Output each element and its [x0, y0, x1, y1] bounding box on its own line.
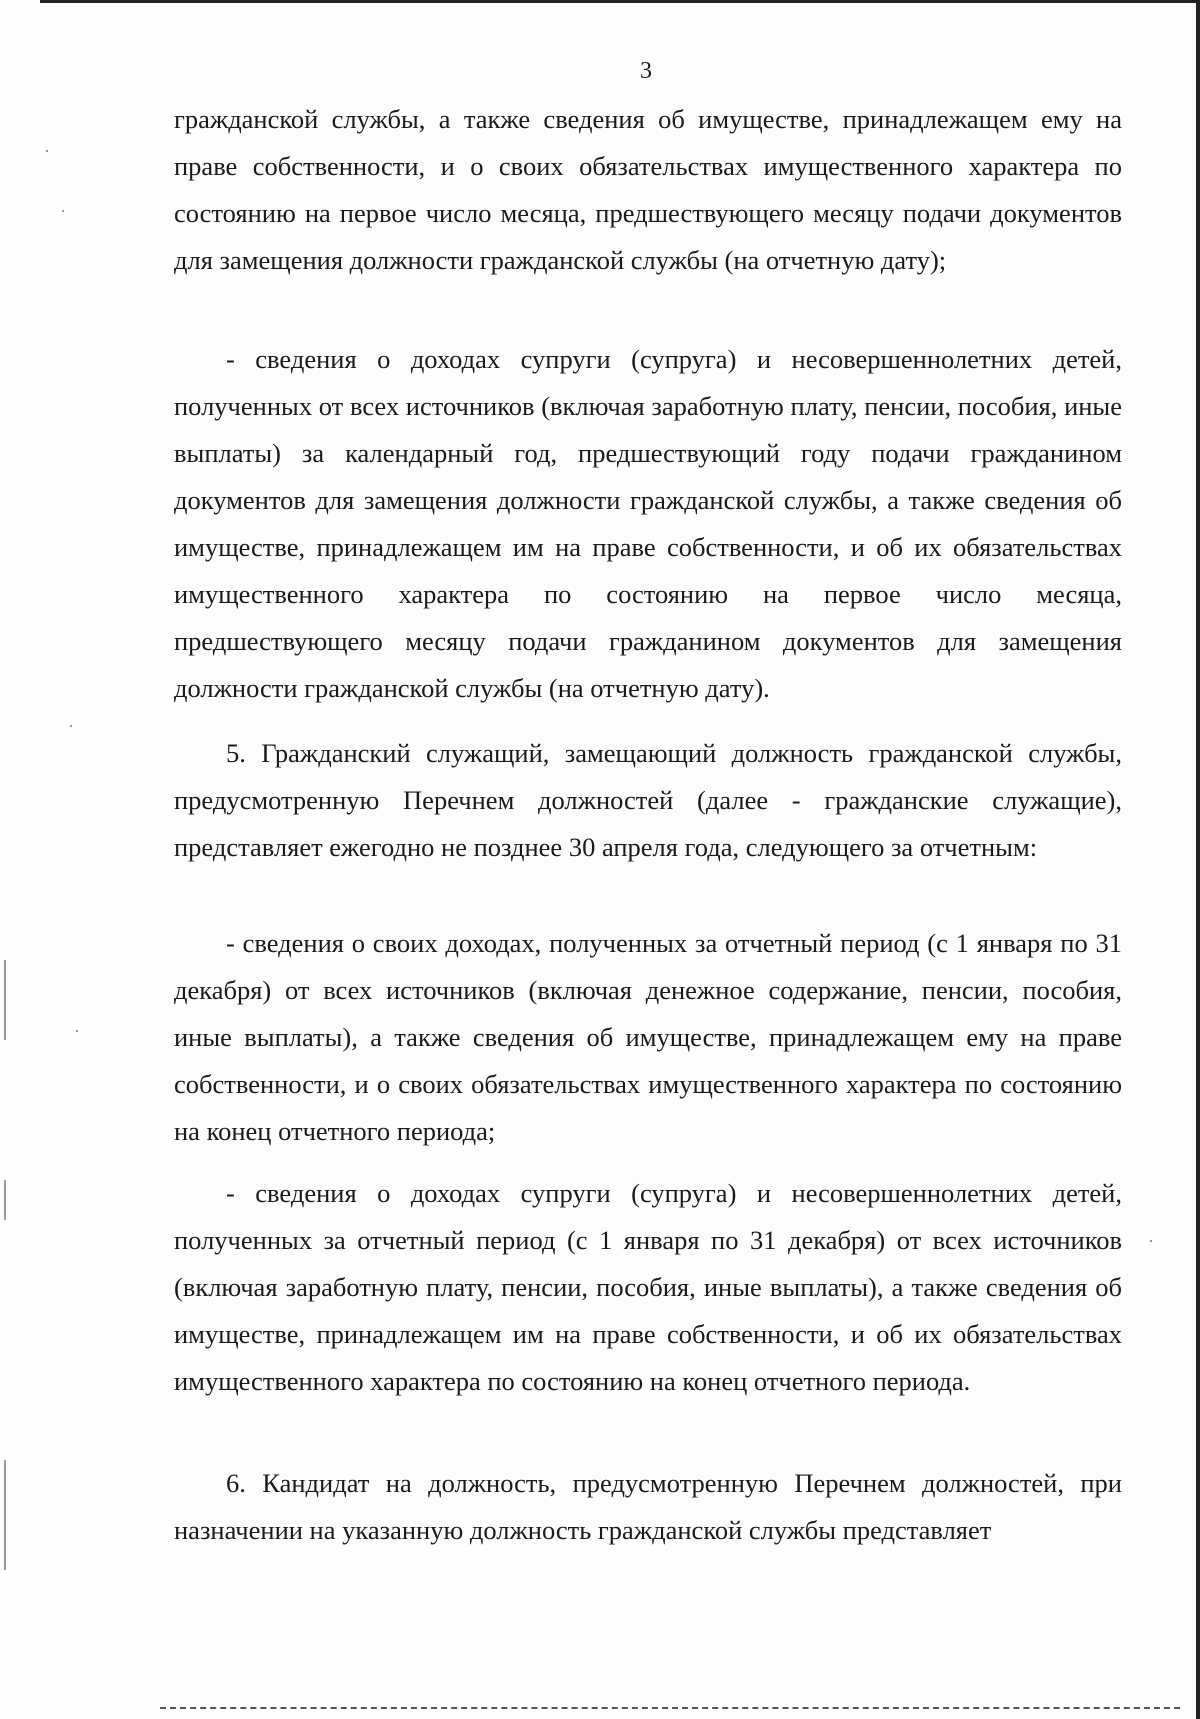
scan-top-border	[40, 0, 1200, 3]
text-block-3	[174, 730, 1122, 871]
text-block-1	[174, 96, 1122, 284]
text-block-2	[174, 336, 1122, 712]
scan-speck	[1150, 1240, 1152, 1242]
page-number: 3	[640, 58, 652, 84]
scan-speck	[70, 725, 72, 727]
scan-left-mark	[4, 1460, 6, 1570]
paragraph-spouse-income-servant: - сведения о доходах супруги (супруга) и несовершеннолетних детей, полученных за отчетный период (с 1 января по 31 декабря) от всех источников (включая заработную плату, пенсии, пособия, иные выплаты), а также сведения об имуществе, принадлежащем им на праве собственности, и об их обязательствах имущественного характера по состоянию на конец отчетного периода.	[174, 1178, 1122, 1396]
scan-left-mark	[4, 960, 6, 1040]
scan-left-mark	[4, 1180, 6, 1220]
scan-bottom-border	[160, 1707, 1180, 1709]
scan-speck	[62, 210, 64, 212]
text-block-5	[174, 1170, 1122, 1405]
paragraph-spouse-income-applicant: - сведения о доходах супруги (супруга) и несовершеннолетних детей, полученных от всех источников (включая заработную плату, пенсии, пособия, иные выплаты) за календарный год, предшествующий году подачи гражданином документов для замещения должности гражданской службы, а также сведения об имуществе, принадлежащем им на праве собственности, и об их обязательствах имущественного характера по состоянию на первое число месяца, предшествующего месяцу подачи гражданином документов для замещения должности гражданской службы (на отчетную дату).	[174, 344, 1122, 703]
paragraph-continuation: гражданской службы, а также сведения об имуществе, принадлежащем ему на праве собственности, и о своих обязательствах имущественного характера по состоянию на первое число месяца, предшествующего месяцу подачи документов для замещения должности гражданской службы (на отчетную дату);	[174, 104, 1122, 275]
scan-speck	[46, 150, 48, 152]
text-block-6	[174, 1460, 1122, 1554]
scan-speck	[76, 1030, 78, 1032]
paragraph-own-income: - сведения о своих доходах, полученных за отчетный период (с 1 января по 31 декабря) от всех источников (включая денежное содержание, пенсии, пособия, иные выплаты), а также сведения об имуществе, принадлежащем ему на праве собственности, и о своих обязательствах имущественного характера по состоянию на конец отчетного периода;	[174, 928, 1122, 1146]
scan-right-border	[1196, 0, 1200, 1719]
text-block-4	[174, 920, 1122, 1155]
paragraph-item-5: 5. Гражданский служащий, замещающий должность гражданской службы, предусмотренную Перечнем должностей (далее - гражданские служащие), представляет ежегодно не позднее 30 апреля года, следующего за отчетным:	[174, 738, 1122, 862]
paragraph-item-6: 6. Кандидат на должность, предусмотренную Перечнем должностей, при назначении на указанную должность гражданской службы представляет	[174, 1468, 1122, 1545]
